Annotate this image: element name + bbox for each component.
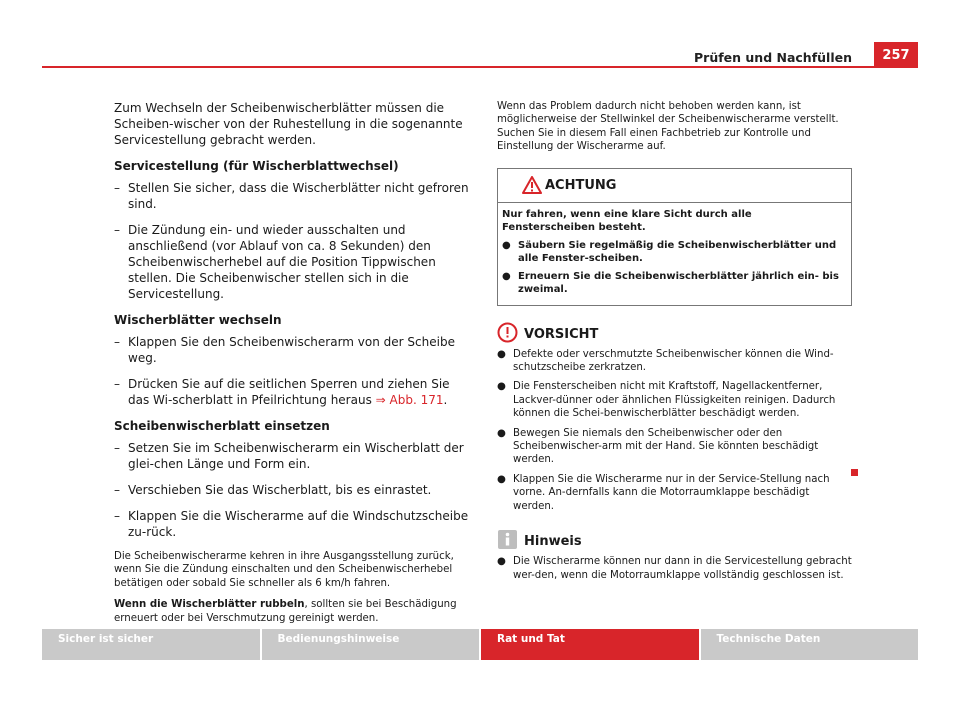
warning-header [498,169,851,203]
warning-box [497,168,852,306]
warning-body [498,203,851,305]
dash-marker: – [114,509,120,523]
dash-marker: – [114,335,120,349]
hint-title: Hinweis [524,534,582,550]
list-item: – Drücken Sie auf die seitlichen Sperren und ziehen Sie das Wi-scherblatt in Pfeilrichtung heraus ⇒ Abb. 171. [114,377,450,407]
section-title: Prüfen und Nachfüllen [694,50,852,65]
warning-line: Nur fahren, wenn eine klare Sicht durch alle Fensterscheiben besteht. [502,208,752,233]
footer-tab-advice[interactable]: Rat und Tat [481,629,699,660]
intro-paragraph: Zum Wechseln der Scheibenwischerblätter müssen die Scheiben-wischer von der Ruhestellung in die sogenannte Servicestellung gebracht werden. [114,101,463,147]
bullet: ● [497,473,506,485]
dash-marker: – [114,441,120,455]
bullet: ● [497,348,506,360]
warning-item: ● Säubern Sie regelmäßig die Scheibenwischerblätter und alle Fenster-scheiben. [502,239,837,264]
header-divider [42,66,918,68]
list-item: – Die Zündung ein- und wieder ausschalten und anschließend (vor Ablauf von ca. 8 Sekunden) den Scheibenwischerhebel auf die Position Tippwischen stellen. Die Scheibenwischer stellen sich in die Servicestellung. [114,223,436,301]
page-number: 257 [874,42,918,68]
warning-title: ACHTUNG [545,177,617,193]
bullet: ● [497,427,506,439]
caution-item: ● Defekte oder verschmutzte Scheibenwischer können die Wind-schutzscheibe zerkratzen. [497,348,834,374]
caution-icon [497,322,518,343]
footer-tab-operation[interactable]: Bedienungshinweise [262,629,480,660]
change-blades-heading: Wischerblätter wechseln [114,313,282,327]
note-paragraph: Die Scheibenwischerarme kehren in ihre Ausgangsstellung zurück, wenn Sie die Zündung einschalten und den Scheibenwischerhebel betätigen oder sobald Sie schneller als 6 km/h fahren. [114,551,454,589]
right-column [497,100,852,588]
list-item: – Setzen Sie im Scheibenwischerarm ein Wischerblatt der glei-chen Länge und Form ein. [114,441,464,471]
hint-item: ● Die Wischerarme können nur dann in die Servicestellung gebracht wer-den, wenn die Motorraumklappe vollständig geschlossen ist. [497,556,852,581]
info-note-icon [497,529,518,550]
footer-tab-technical[interactable]: Technische Daten [701,629,919,660]
bullet: ● [502,239,511,251]
figure-link[interactable]: ⇒ Abb. 171 [375,393,444,407]
insert-blade-heading: Scheibenwischerblatt einsetzen [114,419,330,433]
bullet: ● [497,556,506,568]
service-position-heading: Servicestellung (für Wischerblattwechsel) [114,159,399,173]
warning-triangle-icon [522,176,542,194]
list-item: – Klappen Sie die Wischerarme auf die Windschutzscheibe zu-rück. [114,509,469,539]
hint-header [497,529,852,551]
note-paragraph: Wenn die Wischerblätter rubbeln, sollten sie bei Beschädigung erneuert oder bei Verschmutzung gereinigt werden. [114,599,457,624]
warning-item: ● Erneuern Sie die Scheibenwischerblätter jährlich ein- bis zweimal. [502,270,839,295]
section-end-marker [851,469,858,476]
caution-header [497,322,852,344]
caution-item: ● Klappen Sie die Wischerarme nur in der Service-Stellung nach vorne. An-dernfalls kann die Motorraumklappe beschädigt werden. [497,473,830,512]
dash-marker: – [114,181,120,195]
caution-title: VORSICHT [524,326,599,342]
bullet: ● [502,270,511,282]
left-column [114,100,474,633]
list-item: – Klappen Sie den Scheibenwischerarm von der Scheibe weg. [114,335,455,365]
intro-paragraph: Wenn das Problem dadurch nicht behoben werden kann, ist möglicherweise der Stellwinkel der Scheibenwischerarme verstellt. Suchen Sie in diesem Fall einen Fachbetrieb zur Kontrolle und Einstellung der Wischerarme auf. [497,101,839,153]
dash-marker: – [114,223,120,237]
caution-item: ● Die Fensterscheiben nicht mit Kraftstoff, Nagellackentferner, Lackver-dünner oder ähnlichen Flüssigkeiten reinigen. Dadurch können die Schei-benwischerblätter beschädigt werden. [497,381,836,420]
dash-marker: – [114,377,120,391]
dash-marker: – [114,483,120,497]
footer-nav [42,629,918,660]
list-item: – Verschieben Sie das Wischerblatt, bis es einrastet. [114,483,432,497]
footer-tab-safety[interactable]: Sicher ist sicher [42,629,260,660]
bullet: ● [497,381,506,393]
list-item: – Stellen Sie sicher, dass die Wischerblätter nicht gefroren sind. [114,181,469,211]
caution-item: ● Bewegen Sie niemals den Scheibenwischer oder den Scheibenwischer-arm mit der Hand. Sie könnten beschädigt werden. [497,427,819,466]
